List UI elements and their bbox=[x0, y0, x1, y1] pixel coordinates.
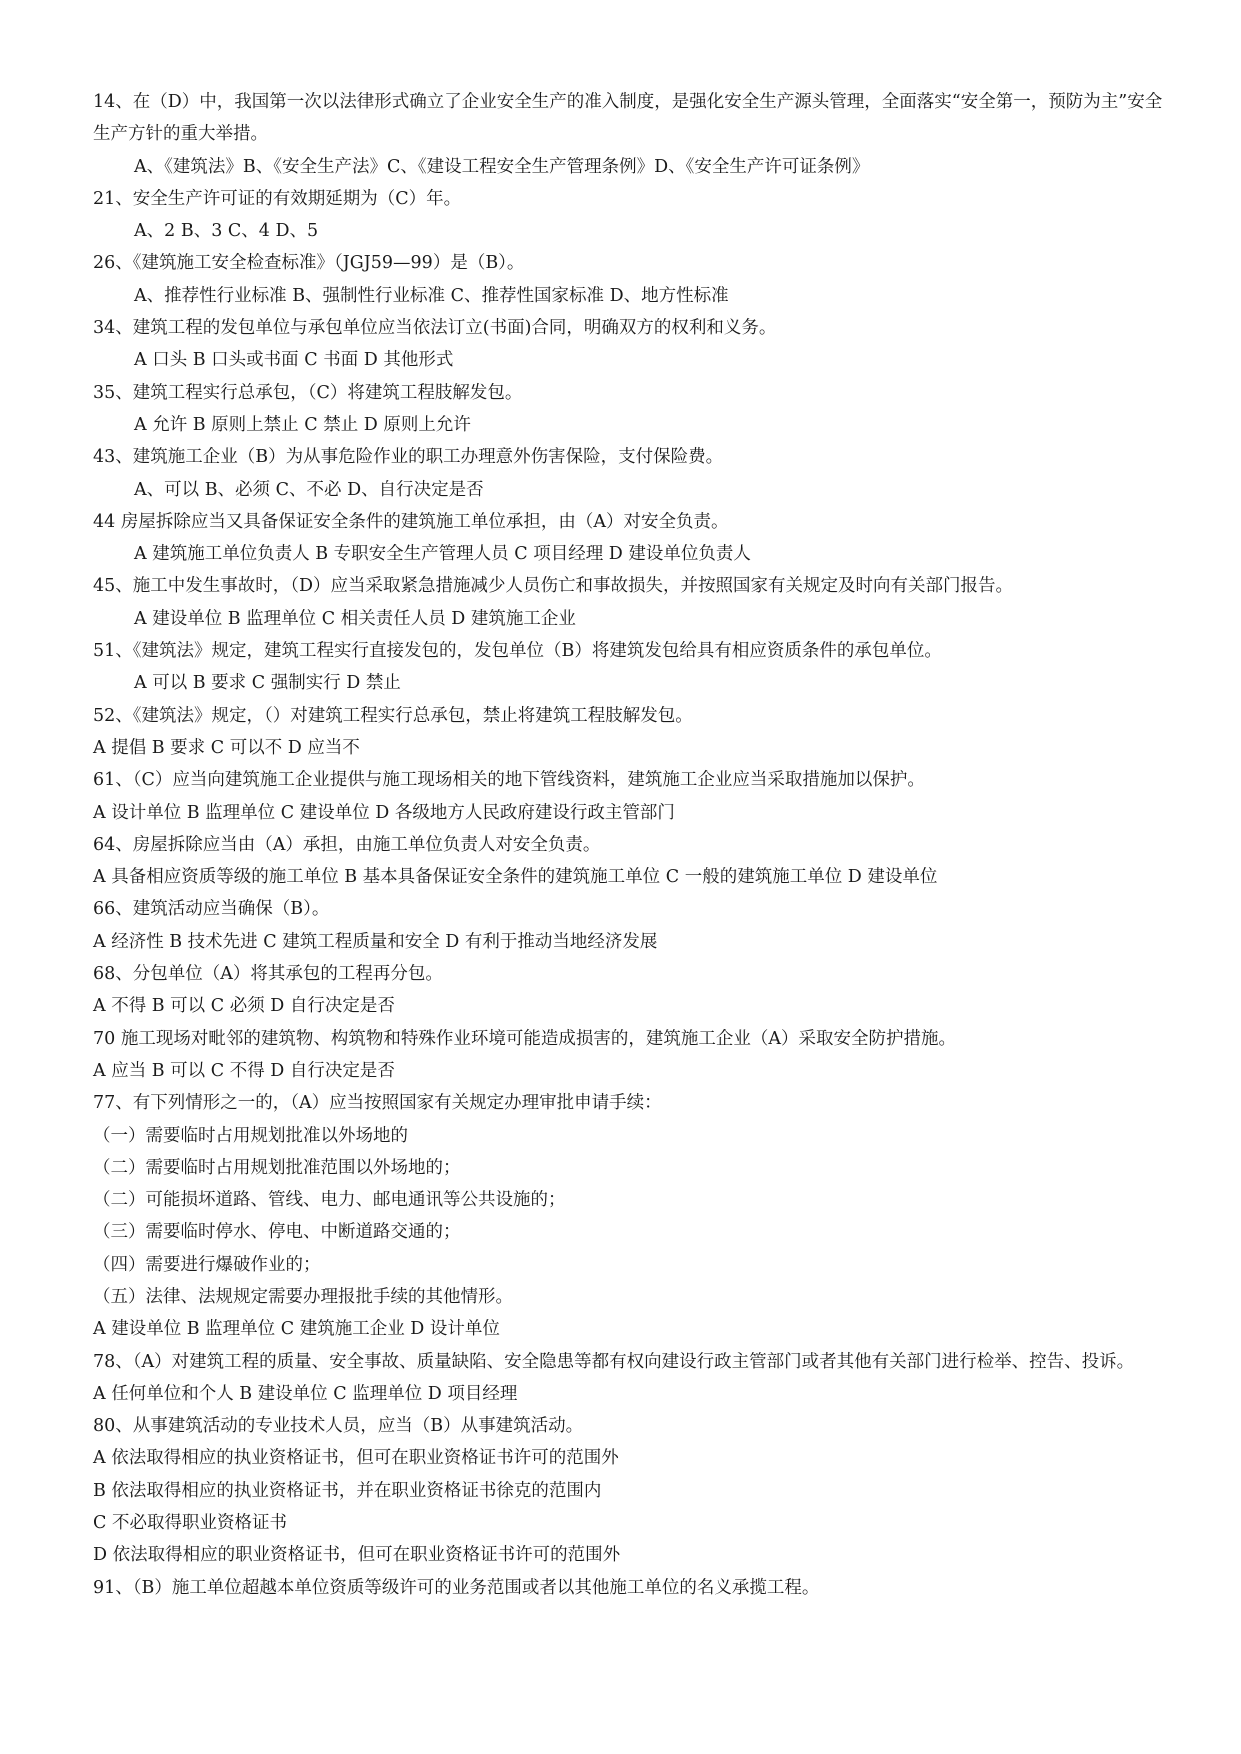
question-77-item-6: （五）法律、法规规定需要办理报批手续的其他情形。 bbox=[93, 1286, 513, 1307]
question-80-stem: 80、从事建筑活动的专业技术人员，应当（B）从事建筑活动。 bbox=[93, 1416, 584, 1437]
question-44-stem: 44 房屋拆除应当又具备保证安全条件的建筑施工单位承担，由（A）对安全负责。 bbox=[93, 511, 729, 532]
question-64-options: A 具备相应资质等级的施工单位 B 基本具备保证安全条件的建筑施工单位 C 一般的建筑施工单位 D 建设单位 bbox=[93, 867, 938, 888]
question-64-stem: 64、房屋拆除应当由（A）承担，由施工单位负责人对安全负责。 bbox=[93, 834, 601, 855]
question-14-stem: 14、在（D）中，我国第一次以法律形式确立了企业安全生产的准入制度，是强化安全生产源头管理，全面落实“安全第一，预防为主”安全生产方针的重大举措。 bbox=[93, 92, 1163, 145]
question-77-item-5: （四）需要进行爆破作业的； bbox=[93, 1254, 321, 1275]
question-61-options: A 设计单位 B 监理单位 C 建设单位 D 各级地方人民政府建设行政主管部门 bbox=[93, 802, 675, 823]
question-66-stem: 66、建筑活动应当确保（B）。 bbox=[93, 899, 330, 920]
question-61-stem: 61、（C）应当向建筑施工企业提供与施工现场相关的地下管线资料，建筑施工企业应当采取措施加以保护。 bbox=[93, 770, 925, 791]
question-21-options: A、2 B、3 C、4 D、5 bbox=[134, 221, 319, 242]
question-35-stem: 35、建筑工程实行总承包，（C）将建筑工程肢解发包。 bbox=[93, 382, 523, 403]
question-26-options: A、推荐性行业标准 B、强制性行业标准 C、推荐性国家标准 D、地方性标准 bbox=[134, 285, 729, 306]
question-52-options: A 提倡 B 要求 C 可以不 D 应当不 bbox=[93, 737, 360, 758]
question-68-stem: 68、分包单位（A）将其承包的工程再分包。 bbox=[93, 964, 443, 985]
question-44-options: A 建筑施工单位负责人 B 专职安全生产管理人员 C 项目经理 D 建设单位负责人 bbox=[134, 544, 751, 565]
question-51-stem: 51、《建筑法》规定，建筑工程实行直接发包的，发包单位（B）将建筑发包给具有相应资质条件的承包单位。 bbox=[93, 641, 942, 662]
question-77-item-1: （一）需要临时占用规划批准以外场地的 bbox=[93, 1125, 408, 1146]
question-14-options: A、《建筑法》B、《安全生产法》C、《建设工程安全生产管理条例》D、《安全生产许可证条例》 bbox=[134, 156, 870, 177]
question-66-options: A 经济性 B 技术先进 C 建筑工程质量和安全 D 有利于推动当地经济发展 bbox=[93, 931, 658, 952]
question-34-options: A 口头 B 口头或书面 C 书面 D 其他形式 bbox=[134, 350, 454, 371]
question-80-option-c: C 不必取得职业资格证书 bbox=[93, 1513, 287, 1534]
question-35-options: A 允许 B 原则上禁止 C 禁止 D 原则上允许 bbox=[134, 414, 471, 435]
question-70-options: A 应当 B 可以 C 不得 D 自行决定是否 bbox=[93, 1060, 395, 1081]
question-91-stem: 91、（B）施工单位超越本单位资质等级许可的业务范围或者以其他施工单位的名义承揽工程。 bbox=[93, 1577, 820, 1598]
question-68-options: A 不得 B 可以 C 必须 D 自行决定是否 bbox=[93, 996, 395, 1017]
question-77-stem: 77、有下列情形之一的，（A）应当按照国家有关规定办理审批申请手续： bbox=[93, 1093, 662, 1114]
question-34-stem: 34、建筑工程的发包单位与承包单位应当依法订立(书面)合同，明确双方的权利和义务。 bbox=[93, 318, 777, 339]
question-52-stem: 52、《建筑法》规定，（）对建筑工程实行总承包，禁止将建筑工程肢解发包。 bbox=[93, 705, 693, 726]
question-26-stem: 26、《建筑施工安全检查标准》（JGJ59—99）是（B）。 bbox=[93, 253, 525, 274]
document-page bbox=[93, 86, 1163, 1604]
question-45-stem: 45、施工中发生事故时，（D）应当采取紧急措施减少人员伤亡和事故损失，并按照国家有关规定及时向有关部门报告。 bbox=[93, 576, 1014, 597]
question-77-item-3: （二）可能损坏道路、管线、电力、邮电通讯等公共设施的； bbox=[93, 1190, 566, 1211]
question-45-options: A 建设单位 B 监理单位 C 相关责任人员 D 建筑施工企业 bbox=[134, 608, 576, 629]
question-80-option-b: B 依法取得相应的执业资格证书，并在职业资格证书徐克的范围内 bbox=[93, 1480, 602, 1501]
question-77-item-2: （二）需要临时占用规划批准范围以外场地的； bbox=[93, 1157, 461, 1178]
question-21-stem: 21、安全生产许可证的有效期延期为（C）年。 bbox=[93, 188, 462, 209]
question-78-options: A 任何单位和个人 B 建设单位 C 监理单位 D 项目经理 bbox=[93, 1383, 518, 1404]
question-43-options: A、可以 B、必须 C、不必 D、自行决定是否 bbox=[134, 479, 484, 500]
question-80-option-a: A 依法取得相应的执业资格证书，但可在职业资格证书许可的范围外 bbox=[93, 1448, 619, 1469]
question-70-stem: 70 施工现场对毗邻的建筑物、构筑物和特殊作业环境可能造成损害的，建筑施工企业（A）采取安全防护措施。 bbox=[93, 1028, 956, 1049]
question-43-stem: 43、建筑施工企业（B）为从事危险作业的职工办理意外伤害保险，支付保险费。 bbox=[93, 447, 724, 468]
question-51-options: A 可以 B 要求 C 强制实行 D 禁止 bbox=[134, 673, 401, 694]
question-80-option-d: D 依法取得相应的职业资格证书，但可在职业资格证书许可的范围外 bbox=[93, 1545, 621, 1566]
question-77-options: A 建设单位 B 监理单位 C 建筑施工企业 D 设计单位 bbox=[93, 1319, 500, 1340]
question-78-stem: 78、（A）对建筑工程的质量、安全事故、质量缺陷、安全隐患等都有权向建设行政主管部门或者其他有关部门进行检举、控告、投诉。 bbox=[93, 1351, 1135, 1372]
question-77-item-4: （三）需要临时停水、停电、中断道路交通的； bbox=[93, 1222, 461, 1243]
